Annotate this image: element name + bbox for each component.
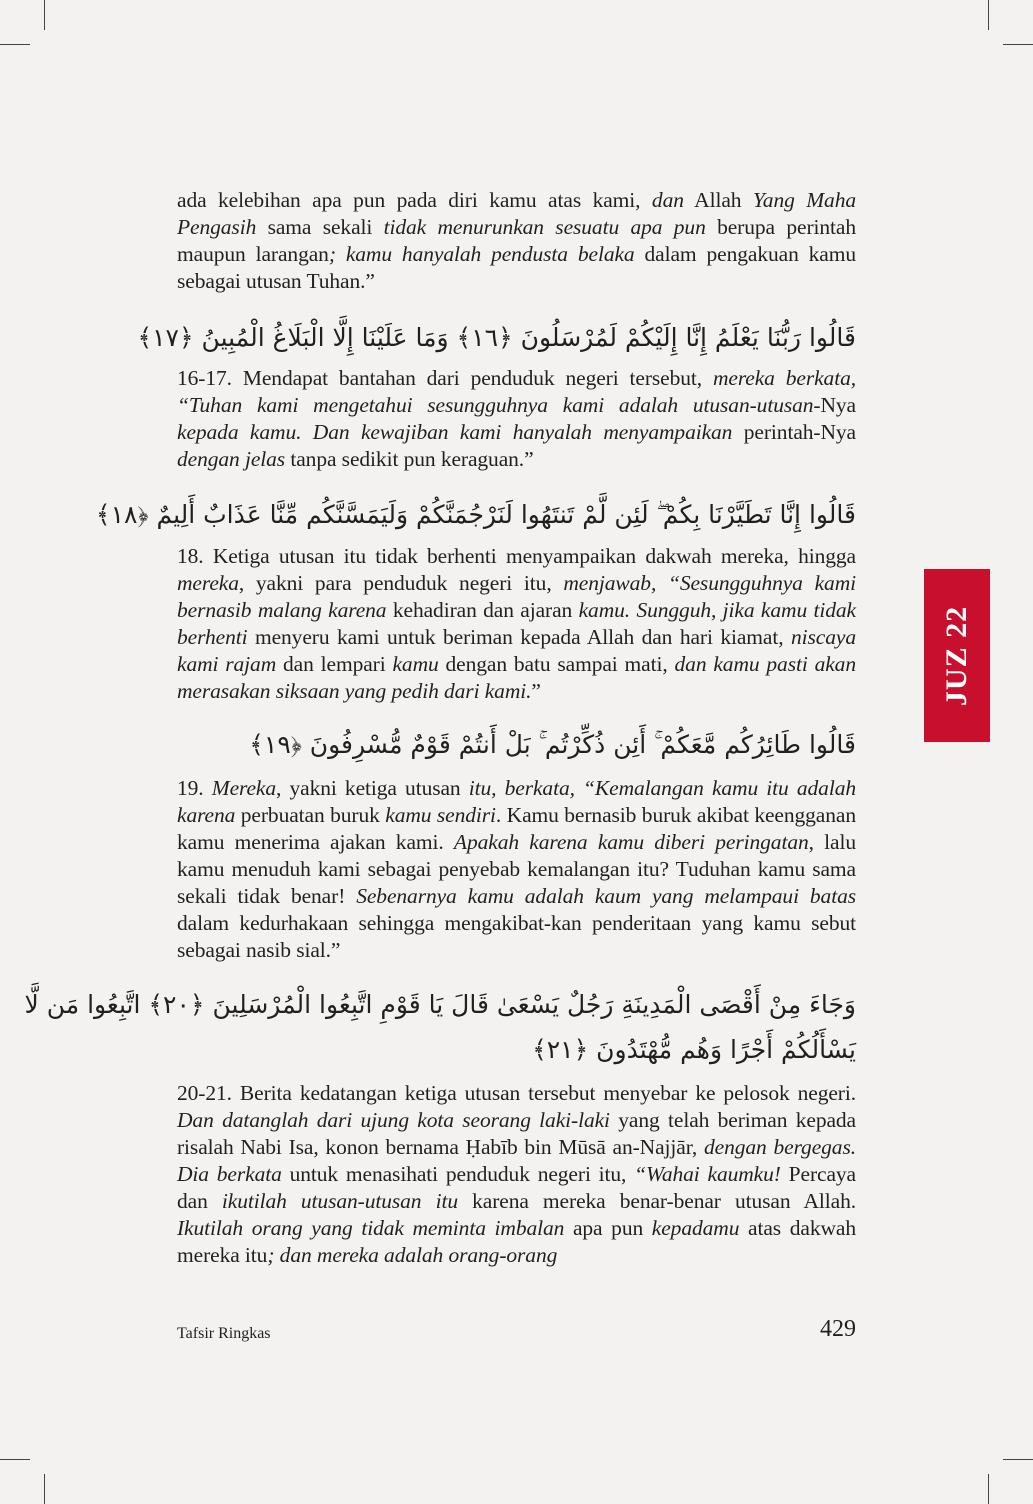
italic-text: niscaya kami rajam	[177, 625, 856, 676]
italic-text: ikutilah utusan-utusan itu	[221, 1189, 458, 1213]
italic-text: dengan jelas	[177, 447, 286, 471]
text-run: 20-21. Berita kedatangan ketiga utusan tersebut menyebar ke pelosok negeri.	[177, 1081, 856, 1105]
footer-book-title: Tafsir Ringkas	[177, 1325, 271, 1342]
arabic-verse-18: قَالُوا إِنَّا تَطَيَّرْنَا بِكُمْ ۖ لَئِن لَّمْ تَنتَهُوا لَنَرْجُمَنَّكُمْ وَلَيَمَسَّنَّكُم مِّنَّا عَذَابٌ أَلِيمٌ ﴿١٨﴾	[95, 500, 856, 529]
arabic-verse-21: يَسْأَلُكُمْ أَجْرًا وَهُم مُّهْتَدُونَ ﴿٢١﴾	[532, 1035, 856, 1064]
text-run: , lalu kamu menuduh kami sebagai penyebab kemalangan itu? Tuduhan kamu sama sekali tidak benar!	[177, 830, 856, 908]
text-run: Percaya dan	[177, 1162, 856, 1213]
italic-text: mereka berkata, “Tuhan kami mengetahui sesungguhnya kami adalah utusan-utusan	[177, 366, 856, 417]
paragraph-continuation	[177, 187, 856, 295]
text-run: 18. Ketiga utusan itu tidak berhenti menyampaikan dakwah mereka, hingga	[177, 544, 856, 568]
italic-text: ; kamu hanyalah pendusta belaka	[328, 242, 635, 266]
italic-text: dan kamu pasti akan merasakan siksaan yang pedih dari kami.	[177, 652, 856, 703]
italic-text: dengan bergegas. Dia berkata	[177, 1135, 856, 1186]
text-run: dengan batu sampai mati,	[438, 652, 675, 676]
text-run: 16-17. Mendapat bantahan dari penduduk negeri tersebut,	[177, 366, 713, 390]
text-run: 19.	[177, 776, 212, 800]
paragraph-verse-16-17	[177, 365, 856, 473]
italic-text: Yang Maha Pengasih	[177, 188, 856, 239]
page-number: 429	[820, 1316, 856, 1342]
italic-text: ; dan mereka adalah orang-orang	[267, 1243, 558, 1267]
text-run: ”	[531, 679, 541, 703]
italic-text: mereka	[177, 571, 239, 595]
italic-text: tidak menurunkan sesuatu apa pun	[383, 215, 706, 239]
text-run: atas dakwah mereka itu	[177, 1216, 856, 1267]
italic-text: Mereka	[211, 776, 277, 800]
italic-text: Sebenarnya kamu adalah kaum yang melampaui batas	[356, 884, 856, 908]
italic-text: kamu sendiri	[385, 803, 496, 827]
text-run: , yakni ketiga utusan	[276, 776, 469, 800]
paragraph-verse-19	[177, 775, 856, 964]
text-run: yang telah beriman kepada risalah Nabi Isa, konon bernama Ḥabīb bin Mūsā an-Najjār,	[177, 1108, 857, 1159]
italic-text: dan	[651, 188, 684, 212]
paragraph-verse-18	[177, 543, 856, 705]
text-run: perintah-Nya	[732, 420, 857, 444]
italic-text: Dan datanglah dari ujung kota seorang laki-laki	[177, 1108, 610, 1132]
paragraph-verse-20-21	[177, 1080, 856, 1269]
crop-mark	[1003, 44, 1033, 45]
crop-mark	[988, 0, 989, 30]
arabic-verse-16-17: قَالُوا رَبُّنَا يَعْلَمُ إِنَّا إِلَيْكُمْ لَمُرْسَلُونَ ﴿١٦﴾ وَمَا عَلَيْنَا إِلَّا الْبَلَاغُ الْمُبِينُ ﴿١٧﴾	[137, 323, 856, 352]
text-run: dan lempari	[276, 652, 393, 676]
crop-mark	[1003, 1459, 1033, 1460]
arabic-verse-20: وَجَاءَ مِنْ أَقْصَى الْمَدِينَةِ رَجُلٌ يَسْعَىٰ قَالَ يَا قَوْمِ اتَّبِعُوا الْمُرْسَلِينَ ﴿٢٠﴾ اتَّبِعُوا مَن لَّا	[24, 990, 856, 1019]
text-run: kehadiran dan ajaran	[386, 598, 579, 622]
italic-text: itu, berkata, “Kemalangan kamu itu adalah karena	[177, 776, 857, 827]
text-run: ada kelebihan apa pun pada diri kamu atas kami,	[177, 188, 652, 212]
text-run: tanpa sedikit pun keraguan.”	[285, 447, 534, 471]
italic-text: kepadamu	[651, 1216, 740, 1240]
text-run: untuk menasihati penduduk negeri itu,	[281, 1162, 635, 1186]
italic-text: “Wahai kaumku!	[634, 1162, 781, 1186]
text-run: apa pun	[564, 1216, 652, 1240]
italic-text: menjawab, “Sesungguhnya kami bernasib malang karena	[177, 571, 856, 622]
italic-text: kepada kamu. Dan kewajiban kami hanyalah menyampaikan	[177, 420, 733, 444]
italic-text: Apakah karena kamu diberi peringatan	[453, 830, 809, 854]
arabic-verse-19: قَالُوا طَائِرُكُم مَّعَكُمْ ۚ أَئِن ذُكِّرْتُم ۚ بَلْ أَنتُمْ قَوْمٌ مُّسْرِفُونَ ﴿١٩﴾	[249, 730, 856, 759]
crop-mark	[0, 1459, 30, 1460]
text-run: Allah	[683, 188, 753, 212]
text-run: perbuatan buruk	[235, 803, 386, 827]
text-run: dalam kedurhakaan sehingga mengakibat-kan penderitaan yang kamu sebut sebagai nasib sial.”	[177, 911, 856, 962]
crop-mark	[988, 1474, 989, 1504]
text-run: . Kamu bernasib buruk akibat keengganan kamu menerima ajakan kami.	[177, 803, 856, 854]
text-run: , yakni para penduduk negeri itu,	[238, 571, 564, 595]
text-run: berupa perintah maupun larangan	[177, 215, 856, 266]
italic-text: kamu	[392, 652, 439, 676]
text-run: menyeru kami untuk beriman kepada Allah dan hari kiamat,	[247, 625, 792, 649]
text-run: dalam pengakuan kamu sebagai utusan Tuhan.”	[177, 242, 857, 293]
italic-text: Ikutilah orang yang tidak meminta imbalan	[177, 1216, 565, 1240]
crop-mark	[44, 0, 45, 30]
text-run: -Nya	[813, 393, 856, 417]
text-run: karena mereka benar-benar utusan Allah.	[457, 1189, 857, 1213]
juz-label: JUZ 22	[940, 605, 973, 706]
text-run: sama sekali	[256, 215, 384, 239]
italic-text: kamu. Sungguh, jika kamu tidak berhenti	[177, 598, 856, 649]
crop-mark	[44, 1474, 45, 1504]
juz-tab	[924, 569, 990, 742]
crop-mark	[0, 44, 30, 45]
